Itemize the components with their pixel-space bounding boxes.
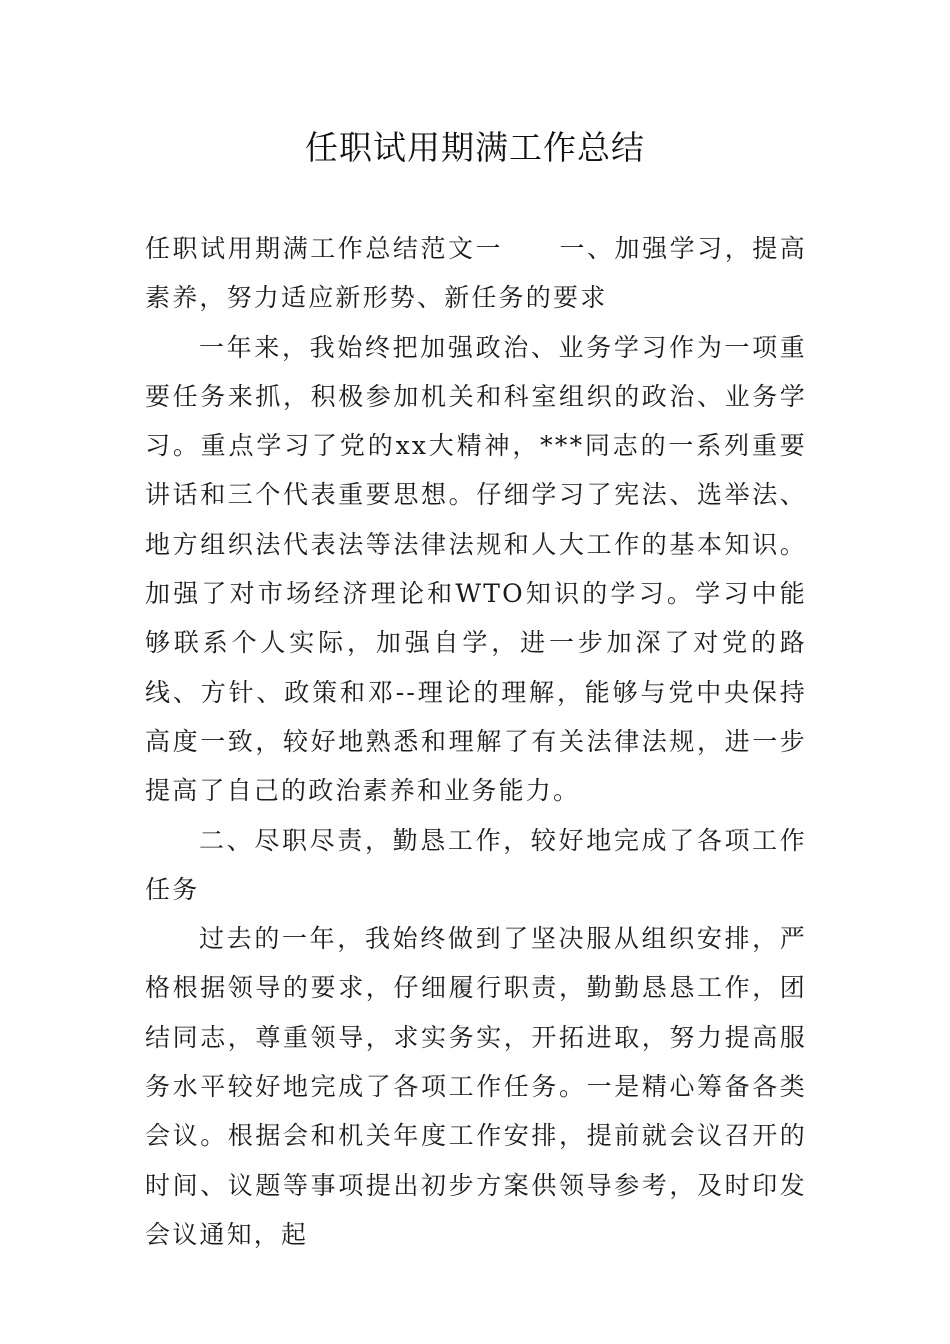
paragraph-1: 一年来，我始终把加强政治、业务学习作为一项重要任务来抓，积极参加机关和科室组织的政治、业务学习。重点学习了党的xx大精神，***同志的一系列重要讲话和三个代表重要思想。仔细学习了宪法、选举法、地方组织法代表法等法律法规和人大工作的基本知识。加强了对市场经济理论和WTO知识的学习。学习中能够联系个人实际，加强自学，进一步加深了对党的路线、方针、政策和邓--理论的理解，能够与党中央保持高度一致，较好地熟悉和理解了有关法律法规，进一步提高了自己的政治素养和业务能力。 <box>145 332 807 806</box>
paragraph-2: 过去的一年，我始终做到了坚决服从组织安排，严格根据领导的要求，仔细履行职责，勤勤恳恳工作，团结同志，尊重领导，求实务实，开拓进取，努力提高服务水平较好地完成了各项工作任务。一是精心筹备各类会议。根据会和机关年度工作安排，提前就会议召开的时间、议题等事项提出初步方案供领导参考，及时印发会议通知，起 <box>145 924 807 1249</box>
section-heading-2: 二、尽职尽责，勤恳工作，较好地完成了各项工作任务 <box>145 825 807 904</box>
document-body <box>145 224 807 1259</box>
intro-lead: 任职试用期满工作总结范文一 <box>145 234 504 263</box>
intro-paragraph <box>145 224 807 323</box>
section-heading-1: 一、加强学习，提高素养，努力适应新形势、新任务的要求 <box>145 234 807 313</box>
document-title: 任职试用期满工作总结 <box>305 128 645 167</box>
